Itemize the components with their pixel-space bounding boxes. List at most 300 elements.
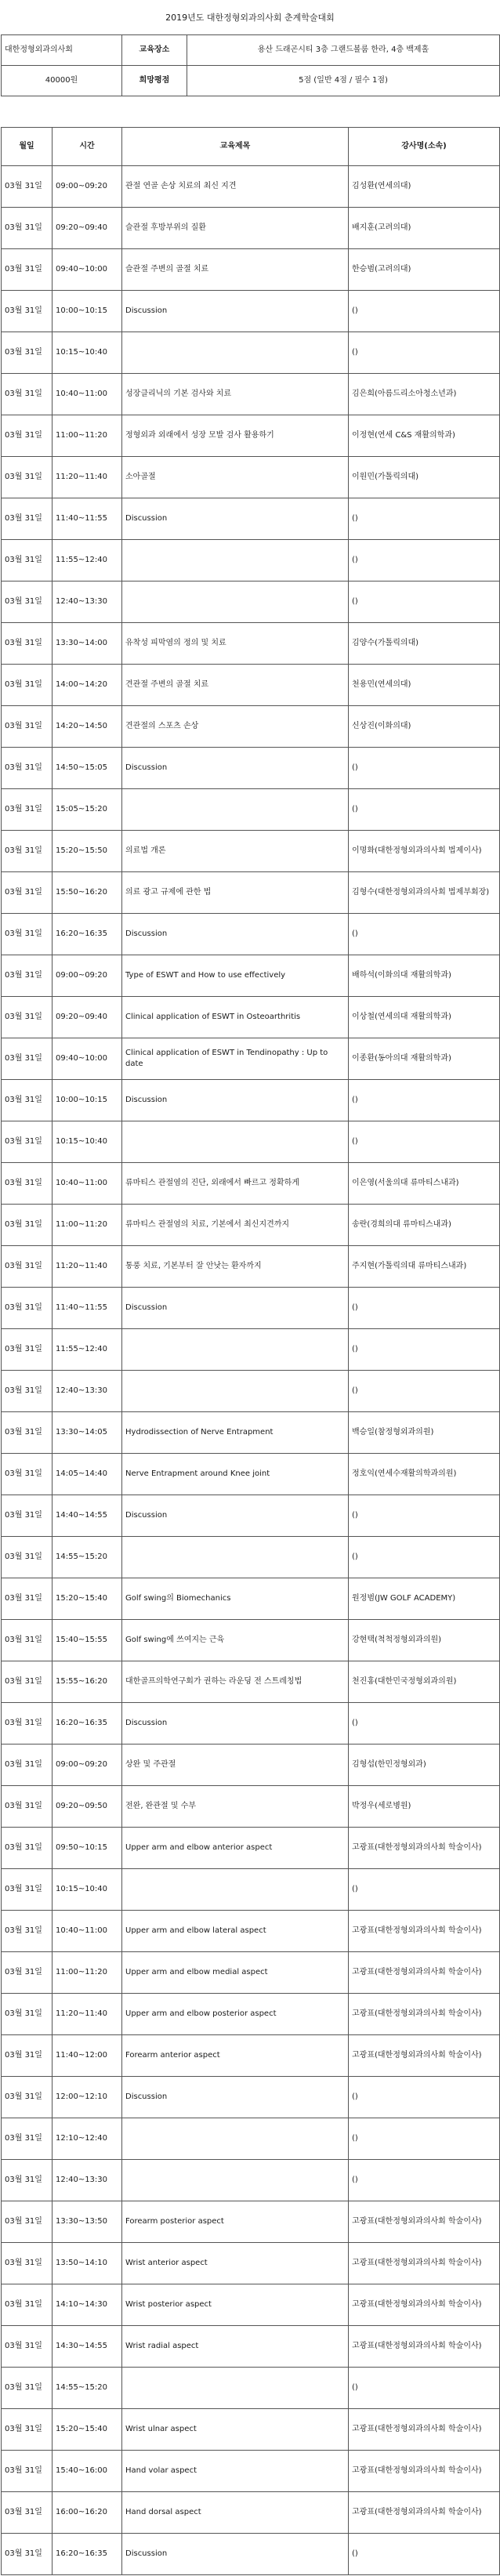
- row-time: 11:20~11:40: [53, 457, 122, 498]
- info-row-credit: [2, 66, 500, 96]
- row-time: 14:50~15:05: [53, 748, 122, 789]
- row-date: 03월 31일: [2, 208, 53, 249]
- row-speaker: 고광표(대한정형외과의사회 학술이사): [349, 1828, 500, 1869]
- row-speaker: 한승범(고려의대): [349, 249, 500, 291]
- row-date: 03월 31일: [2, 997, 53, 1038]
- row-date: 03월 31일: [2, 374, 53, 415]
- row-date: 03월 31일: [2, 1745, 53, 1786]
- row-speaker: 고광표(대한정형외과의사회 학술이사): [349, 1994, 500, 2035]
- table-row: [2, 1288, 500, 1329]
- row-date: 03월 31일: [2, 1786, 53, 1828]
- table-row: [2, 2492, 500, 2534]
- row-date: 03월 31일: [2, 1038, 53, 1080]
- row-title: Nerve Entrapment around Knee joint: [122, 1454, 349, 1495]
- row-speaker: 고광표(대한정형외과의사회 학술이사): [349, 2492, 500, 2534]
- row-speaker: 송란(경희의대 류마티스내과): [349, 1205, 500, 1246]
- row-time: 09:40~10:00: [53, 249, 122, 291]
- host-cell: 대한정형외과의사회: [2, 35, 122, 66]
- row-time: 10:00~10:15: [53, 291, 122, 332]
- row-speaker: 김성환(연세의대): [349, 166, 500, 208]
- row-date: 03월 31일: [2, 872, 53, 914]
- row-date: 03월 31일: [2, 2451, 53, 2492]
- row-speaker: (): [349, 2077, 500, 2118]
- table-row: [2, 623, 500, 665]
- row-date: 03월 31일: [2, 415, 53, 457]
- row-title: Hydrodissection of Nerve Entrapment: [122, 1412, 349, 1454]
- table-row: [2, 2118, 500, 2160]
- row-speaker: 천용민(연세의대): [349, 665, 500, 706]
- row-title: Golf swing의 Biomechanics: [122, 1578, 349, 1620]
- row-date: 03월 31일: [2, 1205, 53, 1246]
- table-row: [2, 1121, 500, 1163]
- row-speaker: 이명화(대한정형외과의사회 법제이사): [349, 831, 500, 872]
- row-speaker: 김은희(아름드리소아청소년과): [349, 374, 500, 415]
- table-row: [2, 2534, 500, 2575]
- table-row: [2, 706, 500, 748]
- row-title: 슬관절 후방부위의 질환: [122, 208, 349, 249]
- row-speaker: 김형섭(한민정형외과): [349, 1745, 500, 1786]
- row-date: 03월 31일: [2, 1994, 53, 2035]
- page-title: 2019년도 대한정형외과의사회 춘계학술대회: [165, 13, 335, 23]
- table-row: [2, 2368, 500, 2409]
- credit-value: 5점 (일반 4점 / 필수 1점): [187, 66, 500, 96]
- table-row: [2, 1994, 500, 2035]
- row-speaker: 고광표(대한정형외과의사회 학술이사): [349, 2409, 500, 2451]
- row-title: Discussion: [122, 2077, 349, 2118]
- row-speaker: 정호익(연세수재활의학과의원): [349, 1454, 500, 1495]
- row-time: 15:20~15:50: [53, 831, 122, 872]
- row-time: 10:15~10:40: [53, 1121, 122, 1163]
- row-title: 정형외과 외래에서 성장 모발 검사 활용하기: [122, 415, 349, 457]
- row-title: 류마티스 관절염의 치료, 기본에서 최신지견까지: [122, 1205, 349, 1246]
- row-time: 13:30~14:00: [53, 623, 122, 665]
- row-speaker: 이종환(동아의대 재활의학과): [349, 1038, 500, 1080]
- row-time: 10:40~11:00: [53, 1163, 122, 1205]
- table-row: [2, 374, 500, 415]
- table-header-row: [2, 128, 500, 166]
- row-date: 03월 31일: [2, 2118, 53, 2160]
- row-time: 15:50~16:20: [53, 872, 122, 914]
- table-row: [2, 1163, 500, 1205]
- row-speaker: (): [349, 1869, 500, 1911]
- row-date: 03월 31일: [2, 1661, 53, 1703]
- table-row: [2, 2243, 500, 2284]
- row-speaker: 고광표(대한정형외과의사회 학술이사): [349, 2201, 500, 2243]
- row-title: 유착성 피막염의 정의 및 치료: [122, 623, 349, 665]
- row-date: 03월 31일: [2, 1163, 53, 1205]
- row-date: 03월 31일: [2, 1495, 53, 1537]
- row-date: 03월 31일: [2, 166, 53, 208]
- row-speaker: 고광표(대한정형외과의사회 학술이사): [349, 1952, 500, 1994]
- table-row: [2, 1329, 500, 1371]
- row-time: 15:20~15:40: [53, 1578, 122, 1620]
- row-date: 03월 31일: [2, 1412, 53, 1454]
- row-date: 03월 31일: [2, 665, 53, 706]
- table-row: [2, 1038, 500, 1080]
- row-speaker: (): [349, 2118, 500, 2160]
- row-speaker: (): [349, 1537, 500, 1578]
- table-row: [2, 2201, 500, 2243]
- row-time: 09:40~10:00: [53, 1038, 122, 1080]
- row-speaker: (): [349, 1121, 500, 1163]
- table-row: [2, 332, 500, 374]
- row-time: 13:30~13:50: [53, 2201, 122, 2243]
- row-speaker: 고광표(대한정형외과의사회 학술이사): [349, 1911, 500, 1952]
- row-title: [122, 1121, 349, 1163]
- row-time: 16:20~16:35: [53, 2534, 122, 2575]
- row-speaker: 신상진(이화의대): [349, 706, 500, 748]
- row-speaker: (): [349, 2368, 500, 2409]
- row-title: 대한골프의학연구회가 권하는 라운딩 전 스트레칭법: [122, 1661, 349, 1703]
- row-title: Hand dorsal aspect: [122, 2492, 349, 2534]
- row-date: 03월 31일: [2, 2409, 53, 2451]
- row-time: 14:55~15:20: [53, 1537, 122, 1578]
- table-row: [2, 1412, 500, 1454]
- row-date: 03월 31일: [2, 914, 53, 955]
- row-speaker: 이상철(연세의대 재활의학과): [349, 997, 500, 1038]
- row-title: 류마티스 관절염의 진단, 외래에서 빠르고 정확하게: [122, 1163, 349, 1205]
- row-speaker: 이은영(서울의대 류마티스내과): [349, 1163, 500, 1205]
- row-time: 15:05~15:20: [53, 789, 122, 831]
- row-date: 03월 31일: [2, 582, 53, 623]
- row-date: 03월 31일: [2, 1080, 53, 1121]
- table-row: [2, 1911, 500, 1952]
- table-row: [2, 1952, 500, 1994]
- row-date: 03월 31일: [2, 2368, 53, 2409]
- row-speaker: (): [349, 332, 500, 374]
- row-speaker: (): [349, 1703, 500, 1745]
- row-title: [122, 2160, 349, 2201]
- row-time: 09:00~09:20: [53, 166, 122, 208]
- row-date: 03월 31일: [2, 1952, 53, 1994]
- row-date: 03월 31일: [2, 1869, 53, 1911]
- row-speaker: (): [349, 291, 500, 332]
- row-title: [122, 582, 349, 623]
- table-row: [2, 415, 500, 457]
- row-speaker: (): [349, 498, 500, 540]
- row-date: 03월 31일: [2, 1246, 53, 1288]
- row-title: 상완 및 주관절: [122, 1745, 349, 1786]
- venue-value: 용산 드래곤시티 3층 그랜드볼룸 한라, 4층 백제홀: [187, 35, 500, 66]
- row-speaker: (): [349, 2534, 500, 2575]
- row-speaker: 고광표(대한정형외과의사회 학술이사): [349, 2451, 500, 2492]
- table-row: [2, 1578, 500, 1620]
- row-speaker: 김형수(대한정형외과의사회 법제부회장): [349, 872, 500, 914]
- row-speaker: (): [349, 748, 500, 789]
- table-row: [2, 955, 500, 997]
- header-speaker: 강사명(소속): [349, 128, 500, 166]
- row-date: 03월 31일: [2, 291, 53, 332]
- row-title: Upper arm and elbow lateral aspect: [122, 1911, 349, 1952]
- row-date: 03월 31일: [2, 457, 53, 498]
- row-time: 11:20~11:40: [53, 1246, 122, 1288]
- row-time: 09:00~09:20: [53, 955, 122, 997]
- row-date: 03월 31일: [2, 1288, 53, 1329]
- row-time: 15:20~15:40: [53, 2409, 122, 2451]
- row-speaker: 고광표(대한정형외과의사회 학술이사): [349, 2326, 500, 2368]
- row-date: 03월 31일: [2, 789, 53, 831]
- row-speaker: 배지훈(고려의대): [349, 208, 500, 249]
- table-row: [2, 208, 500, 249]
- row-time: 14:40~14:55: [53, 1495, 122, 1537]
- row-speaker: (): [349, 540, 500, 582]
- table-row: [2, 2409, 500, 2451]
- row-speaker: 백승일(참정형외과의원): [349, 1412, 500, 1454]
- table-row: [2, 1454, 500, 1495]
- row-time: 10:00~10:15: [53, 1080, 122, 1121]
- row-title: [122, 1329, 349, 1371]
- row-time: 11:20~11:40: [53, 1994, 122, 2035]
- row-time: 14:55~15:20: [53, 2368, 122, 2409]
- table-row: [2, 1205, 500, 1246]
- row-date: 03월 31일: [2, 1911, 53, 1952]
- row-title: 슬관절 주변의 골절 치료: [122, 249, 349, 291]
- row-title: Upper arm and elbow medial aspect: [122, 1952, 349, 1994]
- row-date: 03월 31일: [2, 2035, 53, 2077]
- table-row: [2, 166, 500, 208]
- row-time: 11:00~11:20: [53, 415, 122, 457]
- row-title: 의료법 개론: [122, 831, 349, 872]
- row-title: Wrist ulnar aspect: [122, 2409, 349, 2451]
- row-speaker: 원정범(JW GOLF ACADEMY): [349, 1578, 500, 1620]
- row-time: 10:40~11:00: [53, 374, 122, 415]
- row-speaker: (): [349, 914, 500, 955]
- row-title: 전완, 완관절 및 수부: [122, 1786, 349, 1828]
- row-time: 13:50~14:10: [53, 2243, 122, 2284]
- row-date: 03월 31일: [2, 706, 53, 748]
- row-date: 03월 31일: [2, 332, 53, 374]
- row-date: 03월 31일: [2, 1454, 53, 1495]
- table-row: [2, 2326, 500, 2368]
- row-date: 03월 31일: [2, 623, 53, 665]
- row-title: Forearm posterior aspect: [122, 2201, 349, 2243]
- row-title: Discussion: [122, 2534, 349, 2575]
- row-title: Upper arm and elbow anterior aspect: [122, 1828, 349, 1869]
- info-row-venue: [2, 35, 500, 66]
- row-time: 11:00~11:20: [53, 1205, 122, 1246]
- row-title: Discussion: [122, 1080, 349, 1121]
- table-row: [2, 872, 500, 914]
- row-time: 14:05~14:40: [53, 1454, 122, 1495]
- row-date: 03월 31일: [2, 1537, 53, 1578]
- table-row: [2, 2035, 500, 2077]
- table-row: [2, 291, 500, 332]
- row-speaker: (): [349, 789, 500, 831]
- row-date: 03월 31일: [2, 2492, 53, 2534]
- table-row: [2, 1620, 500, 1661]
- info-table: [1, 34, 500, 96]
- row-time: 16:20~16:35: [53, 914, 122, 955]
- row-date: 03월 31일: [2, 2326, 53, 2368]
- row-date: 03월 31일: [2, 1620, 53, 1661]
- row-time: 12:40~13:30: [53, 1371, 122, 1412]
- row-title: Golf swing에 쓰여지는 근육: [122, 1620, 349, 1661]
- table-row: [2, 1786, 500, 1828]
- header-time: 시간: [53, 128, 122, 166]
- row-title: 통풍 치료, 기본부터 잘 안낫는 환자까지: [122, 1246, 349, 1288]
- row-speaker: 배하석(이화의대 재활의학과): [349, 955, 500, 997]
- row-title: 견관절 주변의 골절 치료: [122, 665, 349, 706]
- row-time: 09:20~09:40: [53, 208, 122, 249]
- row-title: [122, 332, 349, 374]
- row-time: 11:55~12:40: [53, 1329, 122, 1371]
- row-title: 관절 연골 손상 치료의 최신 지견: [122, 166, 349, 208]
- row-date: 03월 31일: [2, 2077, 53, 2118]
- row-title: Upper arm and elbow posterior aspect: [122, 1994, 349, 2035]
- row-speaker: 김양수(가톨릭의대): [349, 623, 500, 665]
- row-time: 16:20~16:35: [53, 1703, 122, 1745]
- row-speaker: 이원민(가톨릭의대): [349, 457, 500, 498]
- header-title: 교육제목: [122, 128, 349, 166]
- row-date: 03월 31일: [2, 2284, 53, 2326]
- table-row: [2, 665, 500, 706]
- credit-label: 희망평점: [122, 66, 187, 96]
- row-date: 03월 31일: [2, 831, 53, 872]
- row-title: Discussion: [122, 291, 349, 332]
- row-date: 03월 31일: [2, 748, 53, 789]
- row-date: 03월 31일: [2, 540, 53, 582]
- row-title: Type of ESWT and How to use effectively: [122, 955, 349, 997]
- table-row: [2, 457, 500, 498]
- row-time: 11:55~12:40: [53, 540, 122, 582]
- row-speaker: 박정우(세로병원): [349, 1786, 500, 1828]
- row-time: 10:15~10:40: [53, 1869, 122, 1911]
- row-date: 03월 31일: [2, 498, 53, 540]
- row-time: 16:00~16:20: [53, 2492, 122, 2534]
- row-title: [122, 2118, 349, 2160]
- row-title: Forearm anterior aspect: [122, 2035, 349, 2077]
- row-date: 03월 31일: [2, 1121, 53, 1163]
- row-title: [122, 1869, 349, 1911]
- table-row: [2, 1828, 500, 1869]
- table-row: [2, 540, 500, 582]
- table-row: [2, 2160, 500, 2201]
- row-time: 15:40~16:00: [53, 2451, 122, 2492]
- table-row: [2, 1703, 500, 1745]
- row-title: 견관절의 스포츠 손상: [122, 706, 349, 748]
- row-title: [122, 2368, 349, 2409]
- row-date: 03월 31일: [2, 249, 53, 291]
- row-speaker: 고광표(대한정형외과의사회 학술이사): [349, 2243, 500, 2284]
- table-row: [2, 789, 500, 831]
- row-time: 09:50~10:15: [53, 1828, 122, 1869]
- table-row: [2, 1661, 500, 1703]
- row-title: Wrist anterior aspect: [122, 2243, 349, 2284]
- row-title: Discussion: [122, 1495, 349, 1537]
- row-time: 11:00~11:20: [53, 1952, 122, 1994]
- row-time: 12:10~12:40: [53, 2118, 122, 2160]
- venue-label: 교육장소: [122, 35, 187, 66]
- row-time: 15:55~16:20: [53, 1661, 122, 1703]
- row-title: [122, 1371, 349, 1412]
- row-speaker: 주지현(가톨릭의대 류마티스내과): [349, 1246, 500, 1288]
- row-speaker: (): [349, 2160, 500, 2201]
- row-time: 11:40~11:55: [53, 1288, 122, 1329]
- schedule-table: [1, 127, 500, 2575]
- row-date: 03월 31일: [2, 1578, 53, 1620]
- row-speaker: 강현택(척척정형외과의원): [349, 1620, 500, 1661]
- table-row: [2, 1371, 500, 1412]
- row-date: 03월 31일: [2, 2201, 53, 2243]
- row-time: 12:00~12:10: [53, 2077, 122, 2118]
- row-date: 03월 31일: [2, 2160, 53, 2201]
- row-title: Discussion: [122, 914, 349, 955]
- row-time: 14:20~14:50: [53, 706, 122, 748]
- row-date: 03월 31일: [2, 2243, 53, 2284]
- table-row: [2, 1537, 500, 1578]
- table-row: [2, 831, 500, 872]
- row-title: Discussion: [122, 498, 349, 540]
- fee-cell: 40000원: [2, 66, 122, 96]
- row-time: 10:40~11:00: [53, 1911, 122, 1952]
- table-row: [2, 2284, 500, 2326]
- table-row: [2, 2077, 500, 2118]
- table-row: [2, 498, 500, 540]
- row-title: 의료 광고 규제에 관한 법: [122, 872, 349, 914]
- row-speaker: (): [349, 1288, 500, 1329]
- row-time: 15:40~15:55: [53, 1620, 122, 1661]
- row-time: 12:40~13:30: [53, 582, 122, 623]
- row-title: Clinical application of ESWT in Tendinopathy : Up to date: [122, 1038, 349, 1080]
- table-row: [2, 249, 500, 291]
- row-date: 03월 31일: [2, 1329, 53, 1371]
- row-title: Discussion: [122, 1703, 349, 1745]
- row-speaker: (): [349, 1329, 500, 1371]
- row-date: 03월 31일: [2, 1371, 53, 1412]
- row-time: 09:20~09:40: [53, 997, 122, 1038]
- row-date: 03월 31일: [2, 2534, 53, 2575]
- row-title: [122, 1537, 349, 1578]
- row-time: 11:40~11:55: [53, 498, 122, 540]
- header-date: 월일: [2, 128, 53, 166]
- table-row: [2, 1080, 500, 1121]
- table-row: [2, 1745, 500, 1786]
- row-title: [122, 540, 349, 582]
- row-time: 13:30~14:05: [53, 1412, 122, 1454]
- row-speaker: 천진홍(대한민국정형외과의원): [349, 1661, 500, 1703]
- row-title: [122, 789, 349, 831]
- row-speaker: (): [349, 1080, 500, 1121]
- row-title: Wrist radial aspect: [122, 2326, 349, 2368]
- table-row: [2, 748, 500, 789]
- row-time: 14:30~14:55: [53, 2326, 122, 2368]
- row-speaker: (): [349, 1371, 500, 1412]
- row-title: 소아골절: [122, 457, 349, 498]
- row-title: 성장클리닉의 기본 검사와 치료: [122, 374, 349, 415]
- row-time: 11:40~12:00: [53, 2035, 122, 2077]
- table-row: [2, 2451, 500, 2492]
- row-title: Discussion: [122, 748, 349, 789]
- row-time: 10:15~10:40: [53, 332, 122, 374]
- row-title: Discussion: [122, 1288, 349, 1329]
- row-time: 12:40~13:30: [53, 2160, 122, 2201]
- row-speaker: (): [349, 582, 500, 623]
- row-time: 14:00~14:20: [53, 665, 122, 706]
- row-speaker: 고광표(대한정형외과의사회 학술이사): [349, 2284, 500, 2326]
- row-date: 03월 31일: [2, 1828, 53, 1869]
- row-date: 03월 31일: [2, 955, 53, 997]
- table-row: [2, 1869, 500, 1911]
- table-row: [2, 1246, 500, 1288]
- row-speaker: 이정현(연세 C&S 재활의학과): [349, 415, 500, 457]
- row-date: 03월 31일: [2, 1703, 53, 1745]
- row-speaker: (): [349, 1495, 500, 1537]
- table-row: [2, 582, 500, 623]
- table-row: [2, 997, 500, 1038]
- row-title: Wrist posterior aspect: [122, 2284, 349, 2326]
- row-title: Clinical application of ESWT in Osteoarthritis: [122, 997, 349, 1038]
- row-time: 09:00~09:20: [53, 1745, 122, 1786]
